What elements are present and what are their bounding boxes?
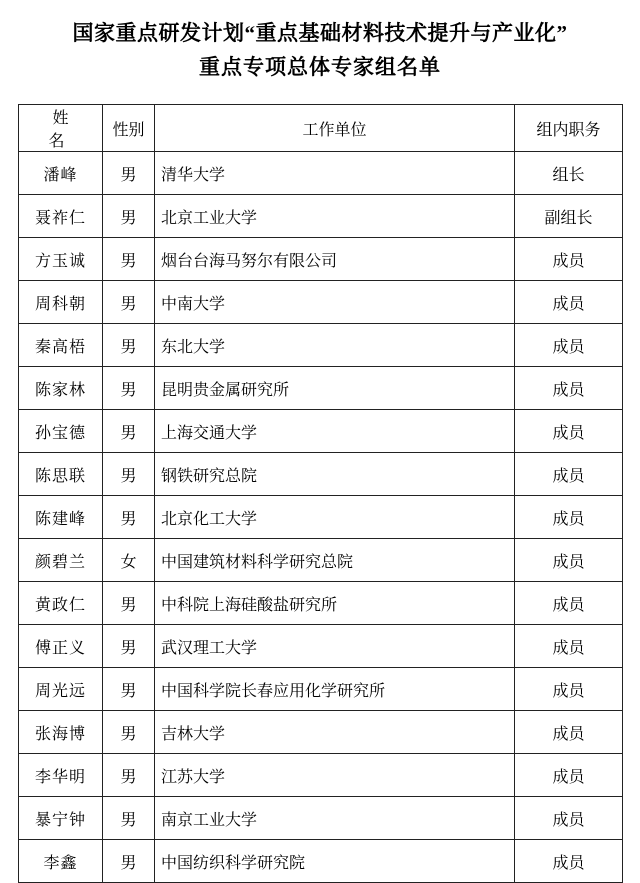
cell-name: 陈思联 [19, 453, 103, 496]
cell-unit: 上海交通大学 [155, 410, 515, 453]
cell-unit: 中科院上海硅酸盐研究所 [155, 582, 515, 625]
cell-unit: 北京工业大学 [155, 195, 515, 238]
cell-gender: 男 [103, 797, 155, 840]
cell-role: 副组长 [515, 195, 623, 238]
cell-gender: 男 [103, 453, 155, 496]
table-row [19, 152, 623, 195]
cell-role: 成员 [515, 539, 623, 582]
cell-name: 颜碧兰 [19, 539, 103, 582]
table-row [19, 840, 623, 883]
cell-unit: 中国科学院长春应用化学研究所 [155, 668, 515, 711]
cell-role: 成员 [515, 238, 623, 281]
table-row [19, 281, 623, 324]
table-row [19, 668, 623, 711]
cell-gender: 男 [103, 840, 155, 883]
cell-name: 秦高梧 [19, 324, 103, 367]
cell-role: 成员 [515, 410, 623, 453]
cell-name: 黄政仁 [19, 582, 103, 625]
cell-unit: 烟台台海马努尔有限公司 [155, 238, 515, 281]
cell-role: 成员 [515, 711, 623, 754]
cell-gender: 男 [103, 324, 155, 367]
column-header-gender: 性别 [103, 105, 155, 152]
cell-role: 成员 [515, 367, 623, 410]
cell-gender: 男 [103, 754, 155, 797]
table-row [19, 238, 623, 281]
table-body [19, 152, 623, 883]
cell-gender: 男 [103, 625, 155, 668]
cell-role: 成员 [515, 797, 623, 840]
table-header [19, 105, 623, 152]
cell-name: 潘峰 [19, 152, 103, 195]
table-row [19, 410, 623, 453]
cell-unit: 北京化工大学 [155, 496, 515, 539]
cell-gender: 男 [103, 711, 155, 754]
cell-gender: 女 [103, 539, 155, 582]
cell-unit: 中国纺织科学研究院 [155, 840, 515, 883]
cell-gender: 男 [103, 281, 155, 324]
cell-name: 暴宁钟 [19, 797, 103, 840]
cell-name: 聂祚仁 [19, 195, 103, 238]
cell-name: 方玉诚 [19, 238, 103, 281]
table-row [19, 539, 623, 582]
column-header-role: 组内职务 [515, 105, 623, 152]
cell-name: 周光远 [19, 668, 103, 711]
cell-name: 张海博 [19, 711, 103, 754]
cell-unit: 武汉理工大学 [155, 625, 515, 668]
table-row [19, 582, 623, 625]
cell-gender: 男 [103, 668, 155, 711]
cell-gender: 男 [103, 367, 155, 410]
cell-name: 陈建峰 [19, 496, 103, 539]
cell-unit: 中国建筑材料科学研究总院 [155, 539, 515, 582]
cell-unit: 钢铁研究总院 [155, 453, 515, 496]
cell-role: 成员 [515, 582, 623, 625]
cell-role: 成员 [515, 754, 623, 797]
table-row [19, 754, 623, 797]
cell-unit: 江苏大学 [155, 754, 515, 797]
table-row [19, 625, 623, 668]
cell-name: 傅正义 [19, 625, 103, 668]
cell-role: 成员 [515, 668, 623, 711]
cell-unit: 中南大学 [155, 281, 515, 324]
cell-role: 成员 [515, 625, 623, 668]
cell-name: 周科朝 [19, 281, 103, 324]
table-row [19, 496, 623, 539]
cell-unit: 东北大学 [155, 324, 515, 367]
cell-unit: 南京工业大学 [155, 797, 515, 840]
cell-role: 成员 [515, 840, 623, 883]
cell-unit: 吉林大学 [155, 711, 515, 754]
table-row [19, 324, 623, 367]
column-header-name: 姓 名 [19, 105, 103, 152]
cell-role: 成员 [515, 496, 623, 539]
cell-gender: 男 [103, 582, 155, 625]
cell-role: 成员 [515, 324, 623, 367]
table-row [19, 797, 623, 840]
cell-gender: 男 [103, 238, 155, 281]
cell-name: 李鑫 [19, 840, 103, 883]
table-row [19, 195, 623, 238]
cell-unit: 清华大学 [155, 152, 515, 195]
title-line-1: 国家重点研发计划“重点基础材料技术提升与产业化” [72, 21, 568, 45]
title-line-2: 重点专项总体专家组名单 [199, 55, 441, 79]
cell-gender: 男 [103, 195, 155, 238]
roster-table [18, 104, 623, 883]
cell-gender: 男 [103, 496, 155, 539]
cell-unit: 昆明贵金属研究所 [155, 367, 515, 410]
table-header-row [19, 105, 623, 152]
cell-role: 组长 [515, 152, 623, 195]
cell-gender: 男 [103, 152, 155, 195]
cell-role: 成员 [515, 281, 623, 324]
column-header-unit: 工作单位 [155, 105, 515, 152]
table-row [19, 711, 623, 754]
table-row [19, 367, 623, 410]
cell-gender: 男 [103, 410, 155, 453]
cell-name: 孙宝德 [19, 410, 103, 453]
table-row [19, 453, 623, 496]
roster-table-wrapper [18, 104, 622, 883]
cell-name: 陈家林 [19, 367, 103, 410]
cell-role: 成员 [515, 453, 623, 496]
cell-name: 李华明 [19, 754, 103, 797]
document-title [0, 0, 640, 84]
